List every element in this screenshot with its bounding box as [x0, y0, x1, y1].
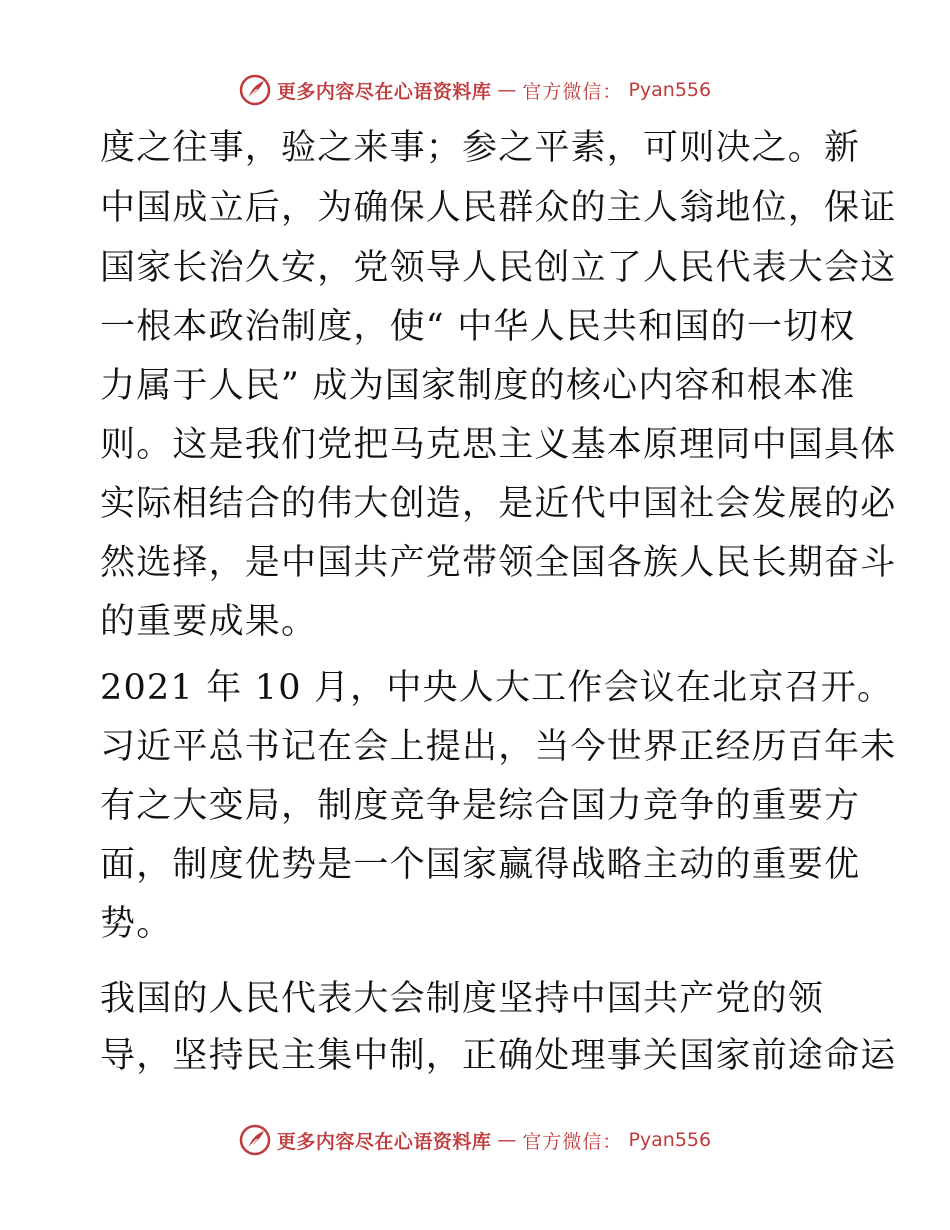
body-text-line: 中国成立后，为确保人民群众的主人翁地位，保证: [100, 188, 897, 228]
page-footer: [0, 1120, 950, 1160]
body-text-line: 面，制度优势是一个国家赢得战略主动的重要优: [100, 845, 861, 885]
body-text-line: 导，坚持民主集中制，正确处理事关国家前途命运: [100, 1036, 897, 1076]
banner-wechat-label: 官方微信：: [522, 1130, 623, 1153]
body-text-line: 2021 年 10 月，中央人大工作会议在北京召开。: [100, 668, 894, 708]
body-text-line: 一根本政治制度，使“ 中华人民共和国的一切权: [100, 307, 856, 347]
body-text-line: 势。: [100, 904, 173, 944]
body-text-line: 则。这是我们党把马克思主义基本原理同中国具体: [100, 425, 897, 465]
body-text-line: 实际相结合的伟大创造，是近代中国社会发展的必: [100, 484, 897, 524]
feather-logo-icon: [239, 74, 271, 106]
banner-wechat-label: 官方微信：: [522, 80, 623, 103]
body-text-line: 的重要成果。: [100, 602, 318, 642]
banner-wechat-id: Pyan556: [628, 79, 712, 101]
body-text-line: 力属于人民” 成为国家制度的核心内容和根本准: [100, 366, 856, 406]
feather-logo-icon: [239, 1124, 271, 1156]
body-text-line: 我国的人民代表大会制度坚持中国共产党的领: [100, 979, 825, 1019]
banner-wechat-id: Pyan556: [628, 1129, 712, 1151]
banner-dash: —: [497, 1129, 517, 1151]
body-text-line: 国家长治久安，党领导人民创立了人民代表大会这: [100, 248, 897, 288]
body-text-line: 习近平总书记在会上提出，当今世界正经历百年未: [100, 727, 897, 767]
banner-main-text: 更多内容尽在心语资料库: [276, 1130, 492, 1153]
banner-main-text: 更多内容尽在心语资料库: [276, 80, 492, 103]
body-text-line: 度之往事，验之来事；参之平素，可则决之。新: [100, 128, 861, 168]
footer-banner: [239, 1124, 711, 1156]
header-banner: [239, 74, 711, 106]
body-text-line: 然选择，是中国共产党带领全国各族人民长期奋斗: [100, 543, 897, 583]
banner-dash: —: [497, 79, 517, 101]
page-header: [0, 70, 950, 110]
body-text-line: 有之大变局，制度竞争是综合国力竞争的重要方: [100, 786, 861, 826]
